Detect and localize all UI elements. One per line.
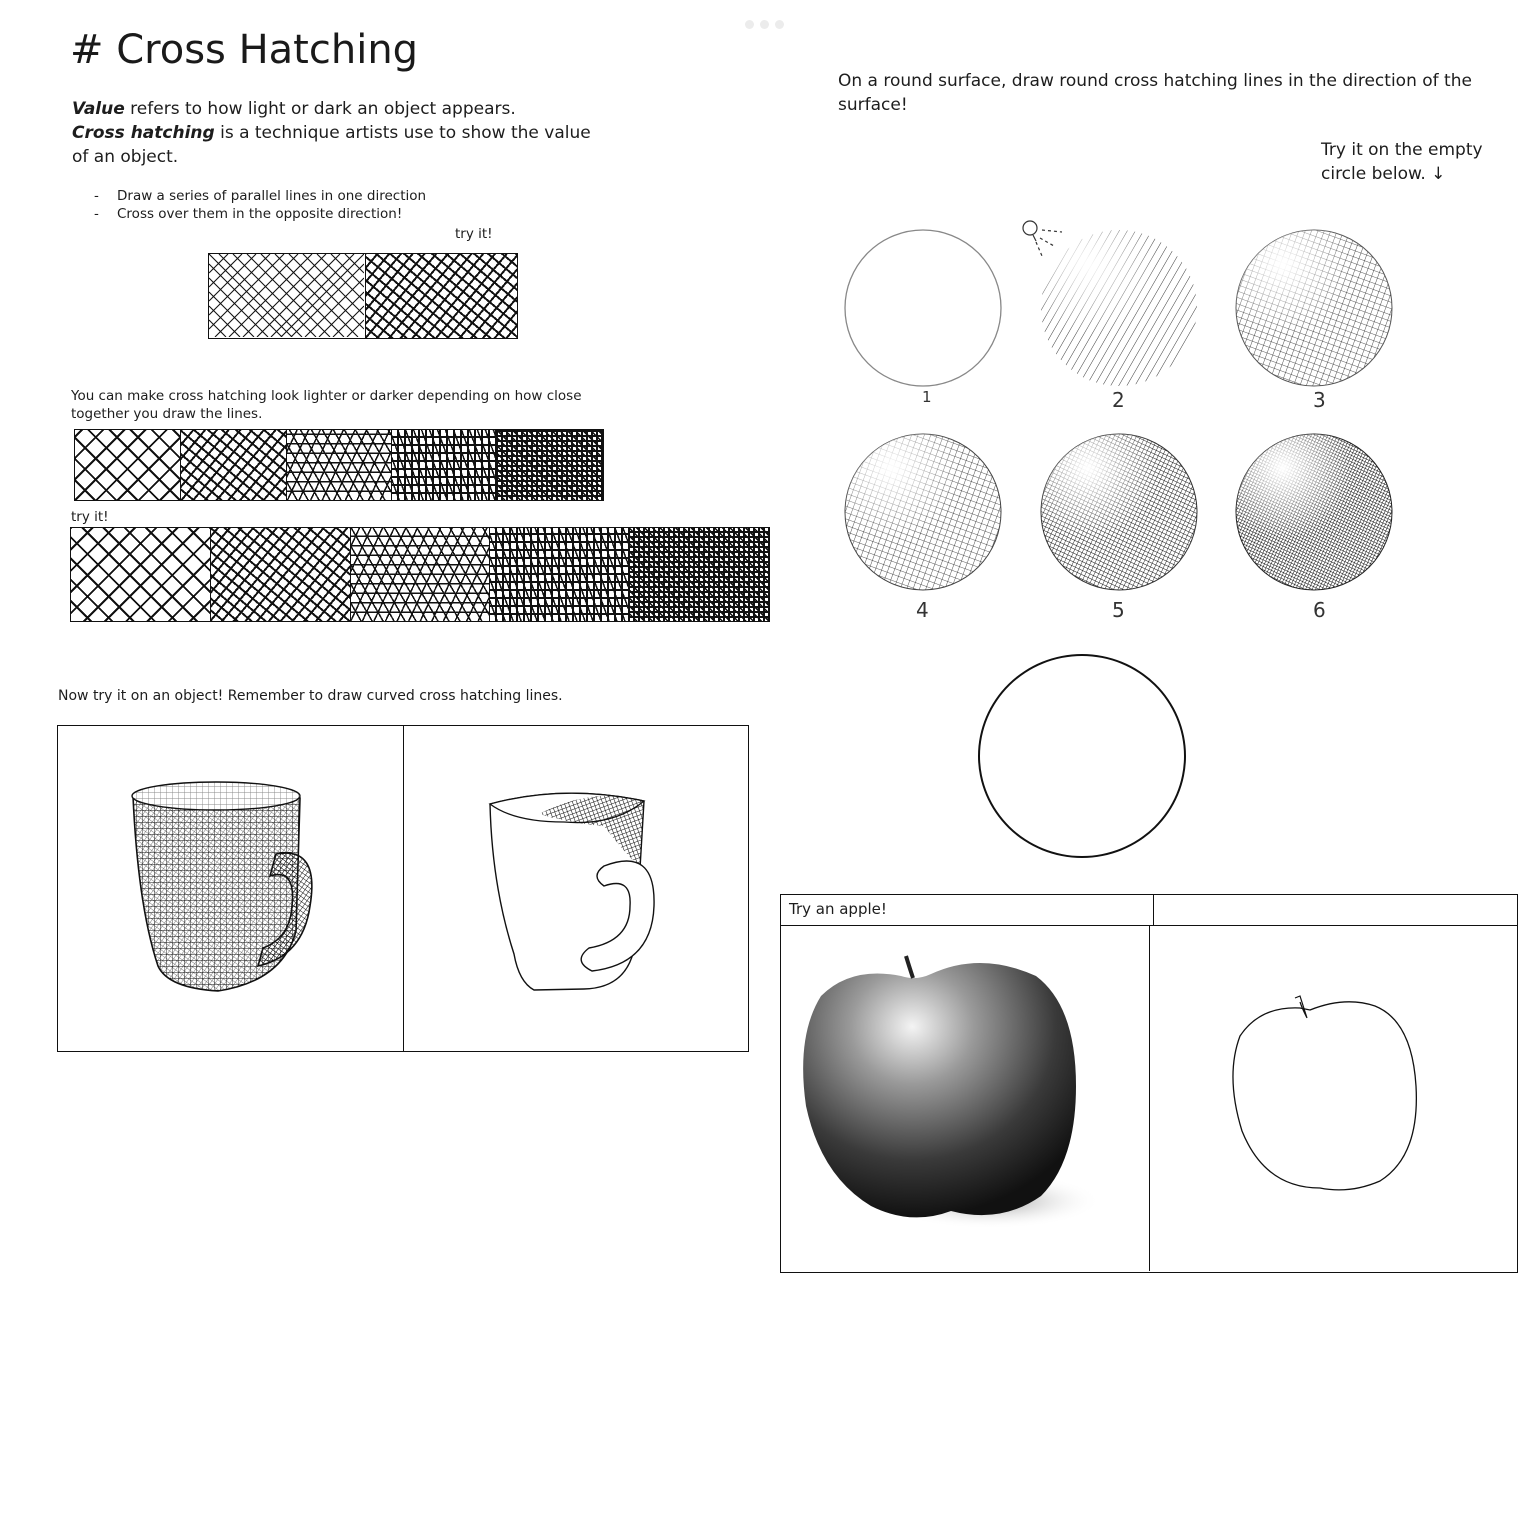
- density-swatch-1: [75, 430, 181, 500]
- empty-practice-circle[interactable]: [978, 654, 1186, 858]
- step-number: 5: [1112, 598, 1125, 622]
- list-item: - Draw a series of parallel lines in one direction: [94, 187, 426, 205]
- mug-example-cell: [58, 726, 404, 1051]
- dot: [760, 20, 769, 29]
- practice-hatch-swatch[interactable]: [365, 253, 518, 339]
- density-swatch-2: [181, 430, 287, 500]
- density-swatch-3[interactable]: [351, 528, 491, 621]
- cross-hatching-definition: is a technique artists use to show the value of an object.: [72, 123, 591, 167]
- object-instruction: Now try it on an object! Remember to draw curved cross hatching lines.: [58, 688, 563, 704]
- apple-practice-table: [780, 894, 1518, 1273]
- example-hatch-swatch: [208, 253, 366, 339]
- density-swatch-3: [287, 430, 393, 500]
- density-example-bar: [74, 429, 604, 501]
- dot: [745, 20, 754, 29]
- density-instruction: You can make cross hatching look lighter or darker depending on how close together you draw the lines.: [71, 388, 582, 422]
- step-number: 2: [1112, 388, 1125, 412]
- density-swatch-5: [498, 430, 603, 500]
- sphere-step-1: [845, 230, 1001, 386]
- light-bulb-icon: [1023, 221, 1062, 256]
- mug-outline-drawing: [404, 726, 748, 1050]
- try-it-label: try it!: [455, 226, 493, 242]
- density-practice-bar[interactable]: [70, 527, 770, 622]
- step-number: 4: [916, 598, 929, 622]
- apple-practice-cell[interactable]: [1150, 926, 1518, 1271]
- list-item: - Cross over them in the opposite direction!: [94, 205, 426, 223]
- step-number: 3: [1313, 388, 1326, 412]
- density-swatch-4[interactable]: [490, 528, 630, 621]
- page-title: # Cross Hatching: [70, 27, 419, 73]
- empty-header-cell: [1154, 895, 1518, 925]
- intro-paragraph: [72, 97, 592, 169]
- hatched-mug-drawing: [58, 726, 402, 1050]
- value-term: Value: [72, 99, 125, 119]
- step-number: 6: [1313, 598, 1326, 622]
- apple-label: Try an apple!: [781, 895, 1154, 925]
- mug-practice-cell[interactable]: [404, 726, 749, 1051]
- density-swatch-1[interactable]: [71, 528, 211, 621]
- dot: [775, 20, 784, 29]
- steps-list: [94, 187, 426, 223]
- density-swatch-2[interactable]: [211, 528, 351, 621]
- apple-outline-drawing: [1150, 926, 1516, 1271]
- density-swatch-4: [392, 430, 498, 500]
- sphere-steps-figure: [840, 210, 1410, 640]
- apple-photo: [781, 926, 1147, 1271]
- step-number: 1: [922, 388, 932, 406]
- hatch-example-drawing: [209, 254, 364, 337]
- try-circle-instruction: Try it on the empty circle below. ↓: [1321, 140, 1483, 184]
- value-definition: refers to how light or dark an object appears.: [124, 99, 516, 119]
- density-swatch-5[interactable]: [630, 528, 769, 621]
- cross-hatching-term: Cross hatching: [72, 123, 215, 143]
- mug-practice-table: [57, 725, 749, 1052]
- apple-photo-cell: [781, 926, 1150, 1271]
- round-surface-instruction: On a round surface, draw round cross hatching lines in the direction of the surface!: [838, 71, 1472, 115]
- try-it-label: try it!: [71, 509, 109, 525]
- page-menu-dots[interactable]: [745, 20, 784, 29]
